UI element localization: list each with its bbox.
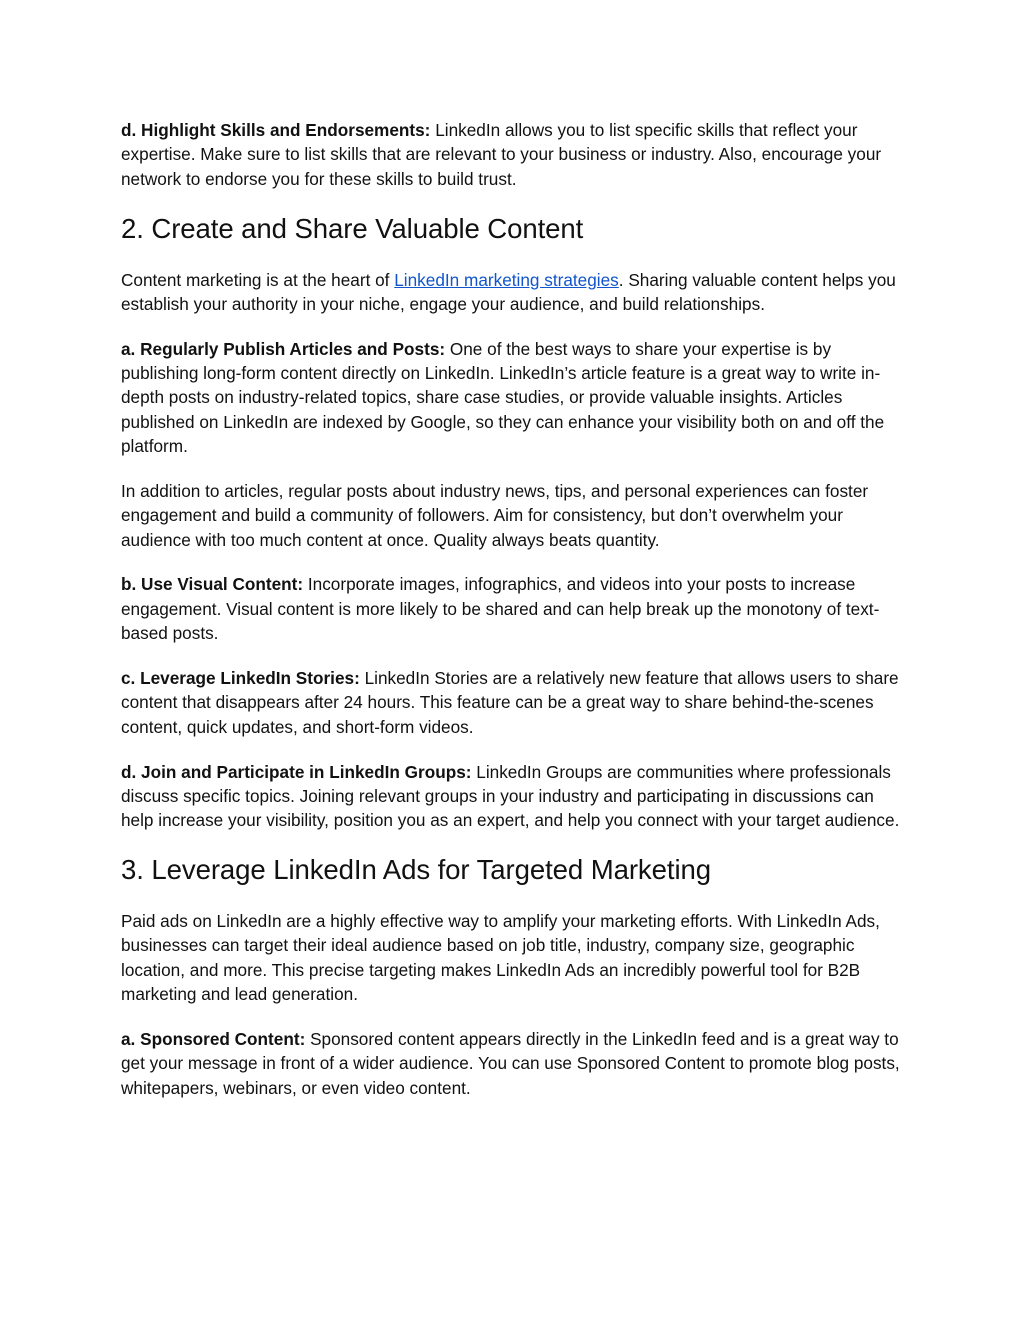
paragraph-highlight-skills: [121, 118, 907, 191]
section-heading-linkedin-ads: 3. Leverage LinkedIn Ads for Targeted Marketing: [121, 854, 711, 886]
item-text: Incorporate images, infographics, and videos into your posts to increase engagement. Visual content is more likely to be shared and can help break up the monotony of text-based posts.: [121, 574, 880, 644]
linkedin-marketing-strategies-link[interactable]: LinkedIn marketing strategies: [394, 269, 619, 290]
item-text: LinkedIn Groups are communities where professionals discuss specific topics. Joining relevant groups in your industry and participating in discussions can help increase your visibility, position you as an expert, and help you connect with your target audience.: [121, 761, 900, 831]
section-heading-create-content: 2. Create and Share Valuable Content: [121, 212, 584, 244]
item-text: Sponsored content appears directly in the LinkedIn feed and is a great way to get your message in front of a wider audience. You can use Sponsored Content to promote blog posts, whitepapers, webinars, or even video content.: [121, 1028, 900, 1098]
paragraph-regular-posts: In addition to articles, regular posts about industry news, tips, and personal experiences can foster engagement and build a community of followers. Aim for consistency, but don’t overwhelm your audience with too much content at once. Quality always beats quantity.: [121, 480, 869, 550]
document-page: [121, 118, 907, 1120]
item-label: a. Sponsored Content:: [121, 1028, 306, 1049]
item-label: c. Leverage LinkedIn Stories:: [121, 668, 360, 688]
paragraph-linkedin-stories: [121, 666, 907, 739]
paragraph-paid-ads: Paid ads on LinkedIn are a highly effective way to amplify your marketing efforts. With LinkedIn Ads, businesses can target their ideal audience based on job title, industry, company size, geographic location, and more. This precise targeting makes LinkedIn Ads an incredibly powerful tool for B2B marketing and lead generation.: [121, 911, 880, 1005]
paragraph-visual-content: [121, 572, 907, 645]
item-text: LinkedIn allows you to list specific skills that reflect your expertise. Make sure to list skills that are relevant to your business or industry. Also, encourage your network to endorse you for these skills to build trust.: [121, 120, 882, 189]
paragraph-text: . Sharing valuable content helps you establish your authority in your niche, engage your audience, and build relationships.: [121, 269, 896, 314]
paragraph-publish-articles: [121, 337, 907, 459]
item-label: d. Join and Participate in LinkedIn Groups:: [121, 761, 472, 782]
item-text: One of the best ways to share your expertise is by publishing long-form content directly on LinkedIn. LinkedIn’s article feature is a great way to write in-depth posts on industry-related topics, share case studies, or provide valuable insights. Articles published on LinkedIn are indexed by Google, so they can enhance your visibility both on and off the platform.: [121, 338, 885, 457]
item-label: b. Use Visual Content:: [121, 574, 304, 595]
paragraph-text: Content marketing is at the heart of: [121, 269, 395, 290]
paragraph-content-marketing: [121, 268, 907, 317]
item-label: d. Highlight Skills and Endorsements:: [121, 120, 431, 140]
item-text: LinkedIn Stories are a relatively new feature that allows users to share content that disappears after 24 hours. This feature can be a great way to share behind-the-scenes content, quick updates, and short-form videos.: [121, 668, 899, 737]
item-label: a. Regularly Publish Articles and Posts:: [121, 338, 446, 359]
paragraph-linkedin-groups: [121, 760, 907, 833]
paragraph-sponsored-content: [121, 1027, 907, 1100]
